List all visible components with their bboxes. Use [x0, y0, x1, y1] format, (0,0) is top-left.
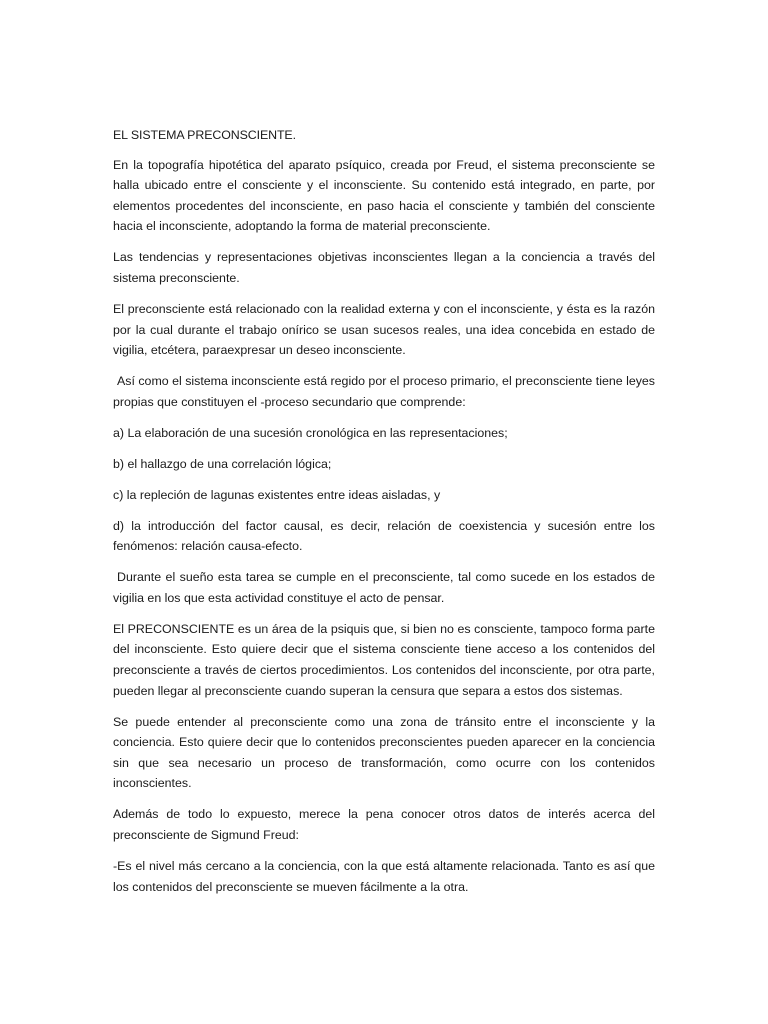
list-item-d: d) la introducción del factor causal, es decir, relación de coexistencia y sucesión entre los fenómenos: relación causa-efecto. [113, 518, 655, 554]
document-body [113, 125, 655, 907]
list-item-a: a) La elaboración de una sucesión cronológica en las representaciones; [113, 425, 508, 440]
list-item-b: b) el hallazgo de una correlación lógica; [113, 456, 332, 471]
paragraph-otros-datos: Además de todo lo expuesto, merece la pena conocer otros datos de interés acerca del preconsciente de Sigmund Freud: [113, 807, 655, 842]
list-item-c: c) la repleción de lagunas existentes entre ideas aisladas, y [113, 487, 441, 502]
paragraph-tendencias: Las tendencias y representaciones objetivas inconscientes llegan a la conciencia a través del sistema preconsciente. [113, 250, 655, 285]
paragraph-intro: En la topografía hipotética del aparato psíquico, creada por Freud, el sistema preconsciente se halla ubicado entre el consciente y el inconsciente. Su contenido está integrado, en parte, por elementos procedentes del inconsciente, en paso hacia el consciente y también del consciente hacia el inconsciente, adoptando la forma de material preconsciente. [113, 157, 655, 234]
paragraph-nivel-cercano: -Es el nivel más cercano a la conciencia, con la que está altamente relacionada. Tanto es así que los contenidos del preconsciente se mueven fácilmente a la otra. [113, 858, 655, 894]
paragraph-proceso-secundario: Así como el sistema inconsciente está regido por el proceso primario, el preconsciente tiene leyes propias que constituyen el -proceso secundario que comprende: [113, 374, 655, 409]
page-title: EL SISTEMA PRECONSCIENTE. [113, 128, 296, 142]
paragraph-area-psiquis: El PRECONSCIENTE es un área de la psiquis que, si bien no es consciente, tampoco forma parte del inconsciente. Esto quiere decir que el sistema consciente tiene acceso a los contenidos del preconsciente a través de ciertos procedimientos. Los contenidos del inconsciente, por otra parte, pueden llegar al preconsciente cuando superan la censura que separa a estos dos sistemas. [113, 621, 655, 698]
paragraph-zona-transito: Se puede entender al preconsciente como una zona de tránsito entre el inconsciente y la conciencia. Esto quiere decir que lo contenidos preconscientes pueden aparecer en la conciencia sin que sea necesario un proceso de transformación, como ocurre con los contenidos inconscientes. [113, 714, 655, 791]
paragraph-sueno: Durante el sueño esta tarea se cumple en el preconsciente, tal como sucede en los estados de vigilia en los que esta actividad constituye el acto de pensar. [113, 570, 655, 605]
paragraph-realidad-externa: El preconsciente está relacionado con la realidad externa y con el inconsciente, y ésta es la razón por la cual durante el trabajo onírico se usan sucesos reales, una idea concebida en estado de vigilia, etcétera, paraexpresar un deseo inconsciente. [113, 301, 655, 358]
